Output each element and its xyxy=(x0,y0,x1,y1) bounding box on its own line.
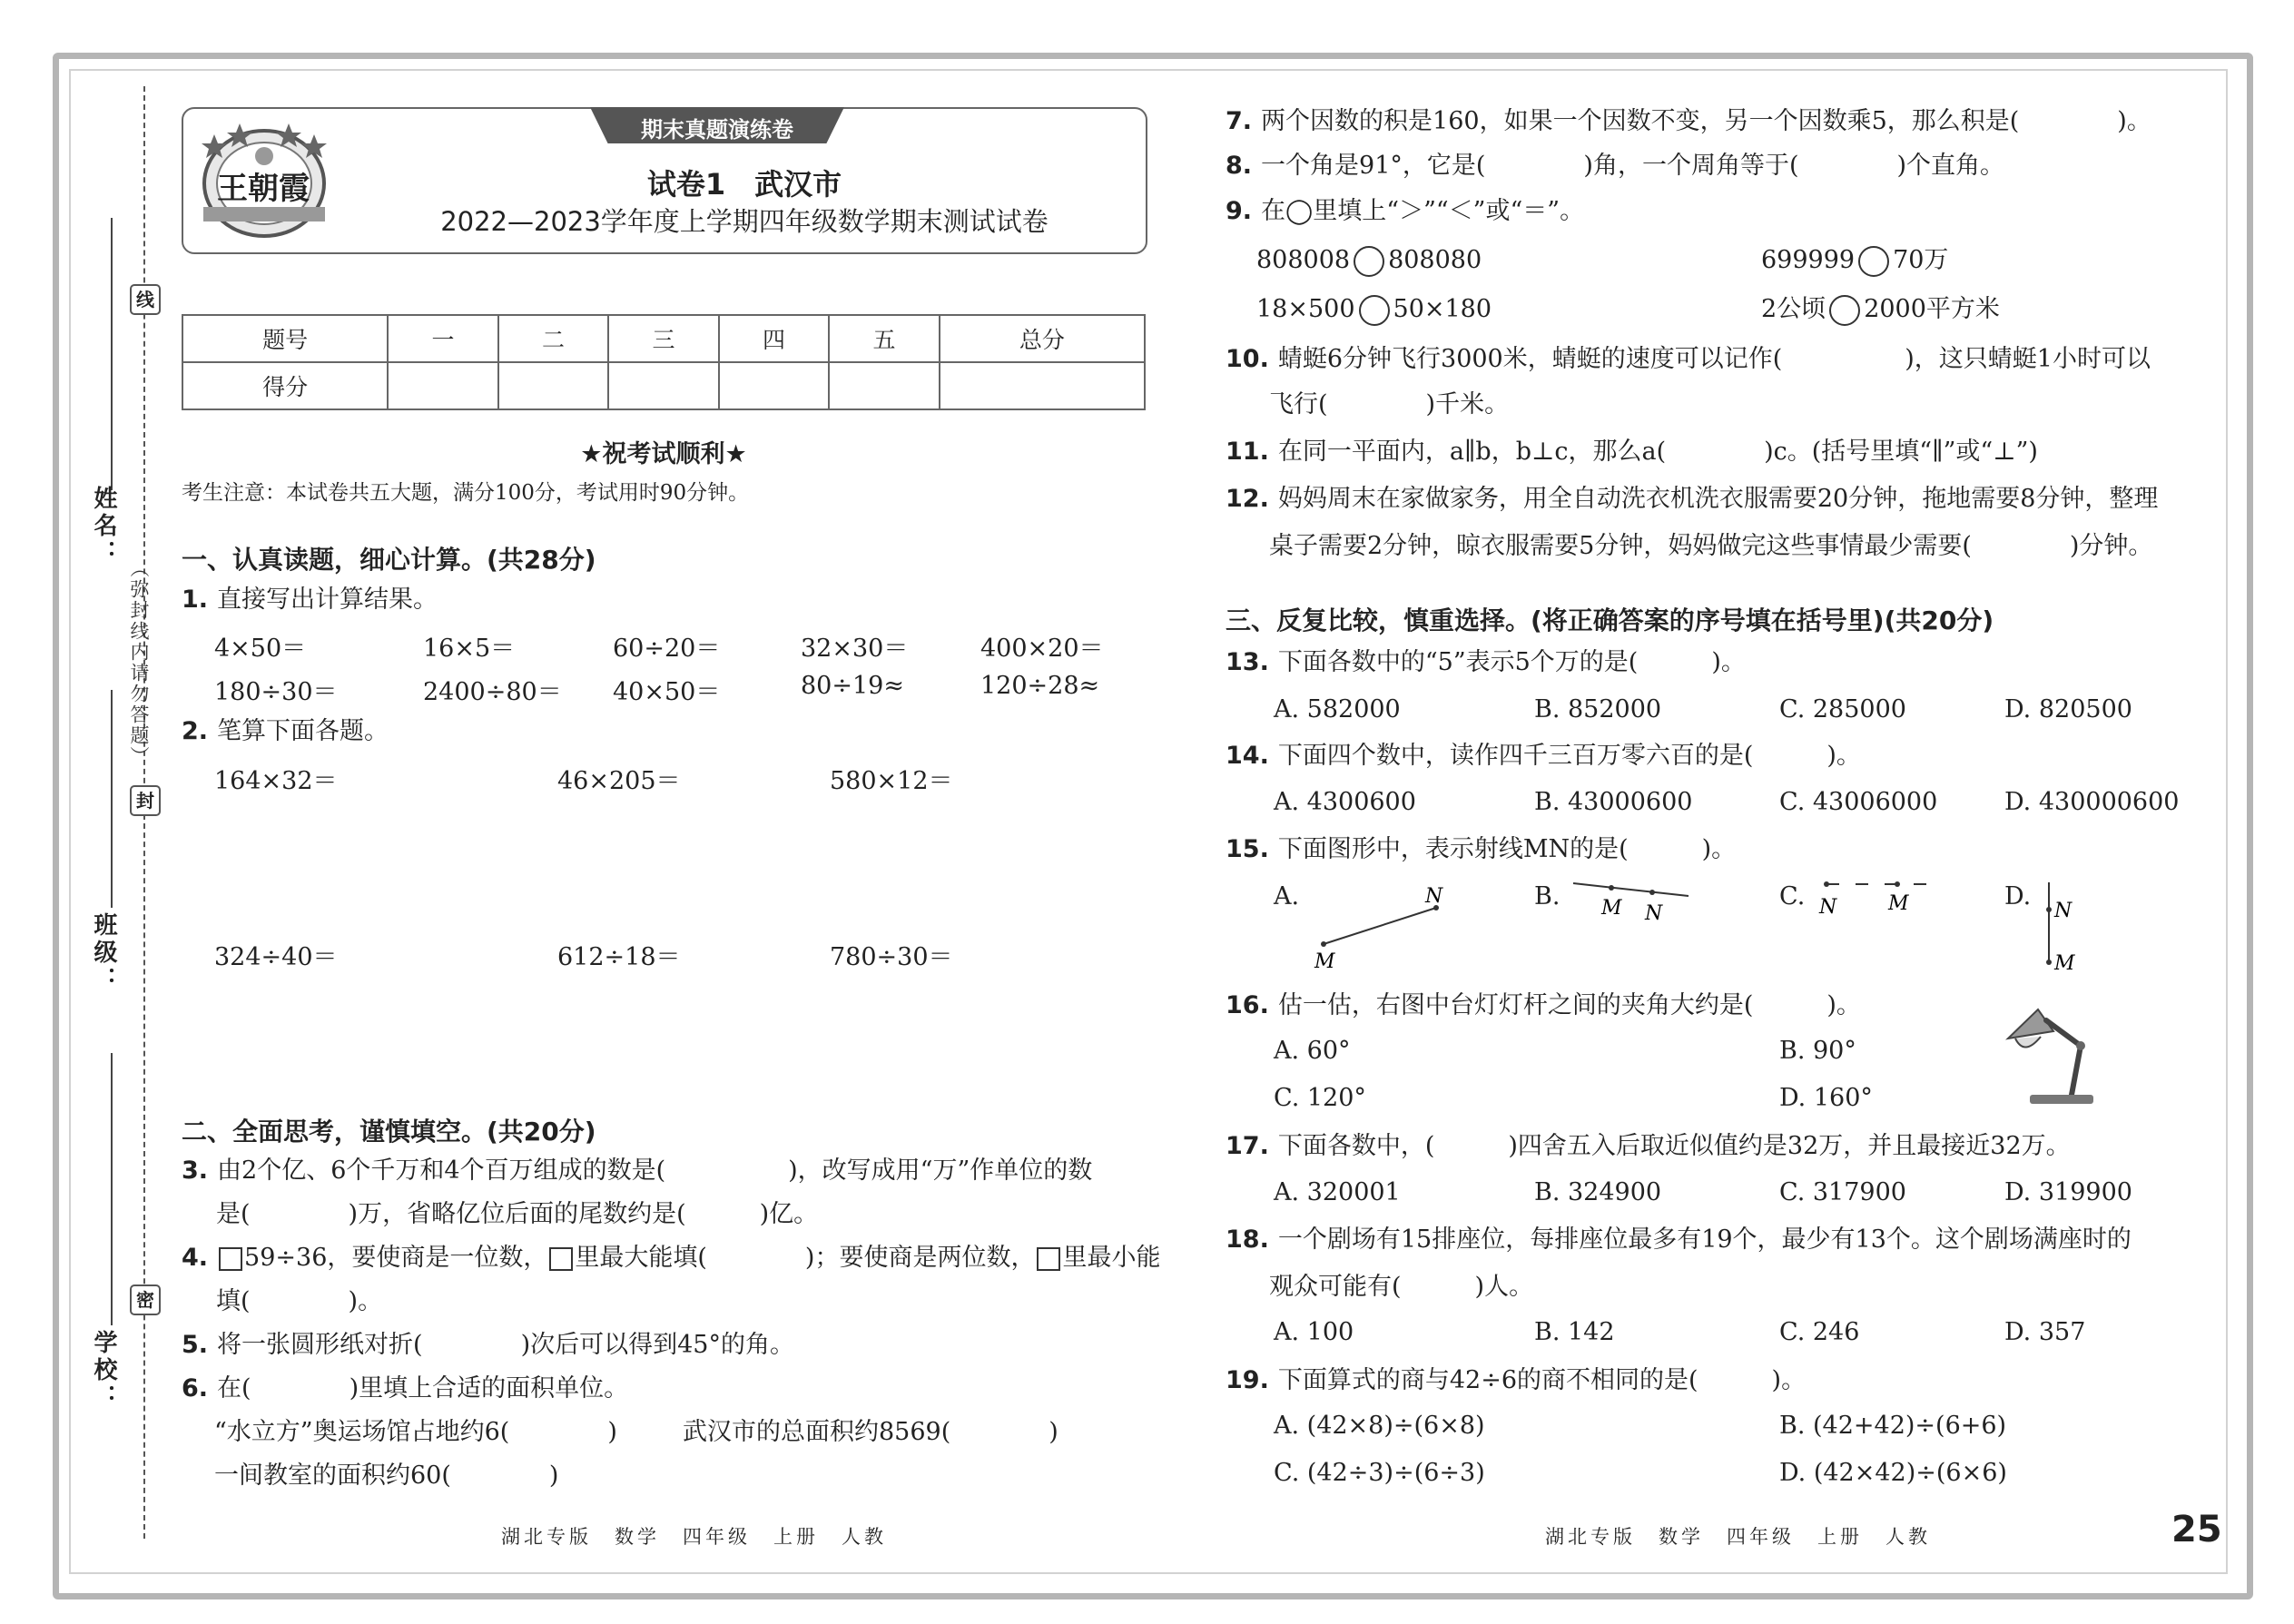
score-cell[interactable] xyxy=(829,362,940,409)
option[interactable]: C. (42÷3)÷(6÷3) xyxy=(1274,1459,1485,1487)
q2 xyxy=(182,715,389,748)
q5-num: 5. xyxy=(182,1331,209,1359)
compare-circle-input[interactable] xyxy=(1858,246,1889,277)
q1-item: 80÷19≈ xyxy=(801,672,904,700)
q10-num: 10. xyxy=(1226,345,1269,373)
q13 xyxy=(1226,646,1746,679)
score-table xyxy=(182,314,1146,410)
point-n: N xyxy=(1425,885,1443,908)
q4-line1c: 里最小能 xyxy=(1062,1244,1161,1272)
q9-c-right: 50×180 xyxy=(1393,295,1492,323)
score-cell[interactable] xyxy=(608,362,719,409)
q14-num: 14. xyxy=(1226,742,1269,770)
q8-num: 8. xyxy=(1226,152,1253,180)
score-header-cell: 四 xyxy=(719,315,830,362)
option[interactable]: B. 90° xyxy=(1779,1037,1856,1065)
q11-num: 11. xyxy=(1226,438,1269,466)
option[interactable]: B. 852000 xyxy=(1534,695,1662,723)
q1-item: 2400÷80＝ xyxy=(423,678,562,706)
q10-line2: 飞行( )千米。 xyxy=(1269,390,1510,418)
q2-num: 2. xyxy=(182,717,209,745)
q2-item: 780÷30＝ xyxy=(830,943,953,971)
q15-num: 15. xyxy=(1226,835,1269,863)
name-line xyxy=(111,218,113,490)
score-header-cell: 一 xyxy=(388,315,498,362)
q6-item1: “水立方”奥运场馆占地约6( ) xyxy=(214,1418,617,1446)
blank-square-icon xyxy=(549,1247,573,1271)
score-header-cell: 三 xyxy=(608,315,719,362)
q11 xyxy=(1226,436,2038,468)
point-n: N xyxy=(1645,902,1663,925)
exam-title: 试卷1 武汉市 xyxy=(646,167,842,202)
point-n: N xyxy=(1819,896,1837,919)
option[interactable]: A. (42×8)÷(6×8) xyxy=(1274,1412,1485,1440)
q6-text: 在( )里填上合适的面积单位。 xyxy=(217,1374,629,1403)
option[interactable]: B. 142 xyxy=(1534,1318,1615,1346)
section1-title: 一、认真读题，细心计算。(共28分) xyxy=(182,545,596,575)
option[interactable]: C. 120° xyxy=(1274,1084,1366,1112)
q15-text: 下面图形中，表示射线MN的是( )。 xyxy=(1277,835,1737,863)
q15 xyxy=(1226,833,1736,866)
q3-line1: 由2个亿、6个千万和4个百万组成的数是( )，改写成用“万”作单位的数 xyxy=(217,1156,1093,1185)
page-number: 25 xyxy=(2171,1509,2222,1550)
q12-num: 12. xyxy=(1226,485,1269,513)
name-label: 姓名： xyxy=(90,486,117,567)
q7-text: 两个因数的积是160，如果一个因数不变，另一个因数乘5，那么积是( )。 xyxy=(1261,107,2151,135)
q1-item: 32×30＝ xyxy=(801,635,909,663)
q9-num: 9. xyxy=(1226,197,1253,225)
score-header-cell: 二 xyxy=(498,315,609,362)
option[interactable]: C. 246 xyxy=(1779,1318,1860,1346)
q9-c xyxy=(1256,293,1492,326)
q4-line2: 填( )。 xyxy=(216,1287,383,1315)
q19 xyxy=(1226,1364,1806,1397)
option[interactable]: C. 285000 xyxy=(1779,695,1906,723)
ray-figure-a-icon xyxy=(1307,881,1471,971)
compare-circle-input[interactable] xyxy=(1829,295,1860,326)
q9-a xyxy=(1256,244,1482,277)
q5 xyxy=(182,1329,794,1362)
ray-figure-c-icon xyxy=(1814,873,1950,928)
option[interactable]: A. 4300600 xyxy=(1274,788,1416,816)
q9-b-left: 699999 xyxy=(1761,246,1856,274)
q9-d-left: 2公顷 xyxy=(1761,295,1826,323)
footer-left: 湖北专版 数学 四年级 上册 人教 xyxy=(501,1526,887,1548)
footer-right: 湖北专版 数学 四年级 上册 人教 xyxy=(1545,1526,1931,1548)
compare-circle-input[interactable] xyxy=(1359,295,1390,326)
q1-item: 40×50＝ xyxy=(613,678,721,706)
q9-d-right: 2000平方米 xyxy=(1864,295,2000,323)
option[interactable]: D. xyxy=(2004,882,2032,910)
option[interactable]: C. 43006000 xyxy=(1779,788,1938,816)
q2-item: 164×32＝ xyxy=(214,767,338,795)
option[interactable]: A. 582000 xyxy=(1274,695,1401,723)
q9-b xyxy=(1761,244,1948,277)
q6 xyxy=(182,1373,628,1405)
section2-title: 二、全面思考，谨慎填空。(共20分) xyxy=(182,1117,596,1147)
option[interactable]: C. xyxy=(1779,882,1806,910)
q1-item: 16×5＝ xyxy=(423,635,516,663)
q17-num: 17. xyxy=(1226,1132,1269,1160)
q18 xyxy=(1226,1224,2132,1256)
ray-figure-b-icon xyxy=(1569,876,1705,930)
q2-text: 笔算下面各题。 xyxy=(217,717,389,745)
option[interactable]: A. 60° xyxy=(1274,1037,1351,1065)
binding-mark-bot: 密 xyxy=(130,1284,161,1315)
score-table-score-row xyxy=(182,362,1145,409)
q8-text: 一个角是91°，它是( )角，一个周角等于( )个直角。 xyxy=(1261,152,2005,180)
point-n: N xyxy=(2054,900,2072,922)
q10 xyxy=(1226,343,2151,376)
q7-num: 7. xyxy=(1226,107,1253,135)
q14-text: 下面四个数中，读作四千三百万零六百的是( )。 xyxy=(1277,742,1861,770)
notice: 考生注意：本试卷共五大题，满分100分，考试用时90分钟。 xyxy=(182,481,750,505)
section3-title: 三、反复比较，慎重选择。(将正确答案的序号填在括号里)(共20分) xyxy=(1226,605,1994,635)
score-cell[interactable] xyxy=(940,362,1145,409)
option[interactable]: C. 317900 xyxy=(1779,1178,1906,1206)
q13-num: 13. xyxy=(1226,648,1269,676)
option[interactable]: B. xyxy=(1534,882,1561,910)
binding-mark-top: 线 xyxy=(130,284,161,315)
q7 xyxy=(1226,105,2151,138)
q18-num: 18. xyxy=(1226,1225,1269,1254)
q1 xyxy=(182,584,438,616)
q1-item: 400×20＝ xyxy=(980,635,1104,663)
q1-item: 4×50＝ xyxy=(214,635,307,663)
compare-circle-input[interactable] xyxy=(1354,246,1384,277)
score-cell[interactable] xyxy=(498,362,609,409)
q6-num: 6. xyxy=(182,1374,209,1403)
wish-line: ★祝考试顺利★ xyxy=(580,440,747,468)
blank-square-icon xyxy=(219,1247,242,1271)
desk-lamp-icon xyxy=(1997,1000,2106,1109)
option[interactable]: D. 160° xyxy=(1779,1084,1873,1112)
binding-note: （弥封线内请勿答题） xyxy=(128,558,150,767)
q4 xyxy=(182,1242,1160,1275)
q13-text: 下面各数中的“5”表示5个万的是( )。 xyxy=(1277,648,1746,676)
point-m: M xyxy=(1601,897,1622,920)
point-m: M xyxy=(2054,952,2075,975)
point-m: M xyxy=(1314,950,1335,971)
score-cell[interactable] xyxy=(388,362,498,409)
q14 xyxy=(1226,740,1861,773)
option[interactable]: D. 319900 xyxy=(2004,1178,2132,1206)
q19-num: 19. xyxy=(1226,1366,1269,1394)
score-row-label: 得分 xyxy=(182,362,388,409)
option[interactable]: D. 430000600 xyxy=(2004,788,2180,816)
q6-item3: 一间教室的面积约60( ) xyxy=(214,1462,559,1490)
binding-mark-mid: 封 xyxy=(130,785,161,816)
score-cell[interactable] xyxy=(719,362,830,409)
score-header-cell: 题号 xyxy=(182,315,388,362)
q1-item: 120÷28≈ xyxy=(980,672,1100,700)
q9-c-left: 18×500 xyxy=(1256,295,1355,323)
q9-text: 在◯里填上“＞”“＜”或“＝”。 xyxy=(1261,197,1585,225)
q9-a-left: 808008 xyxy=(1256,246,1351,274)
option[interactable]: D. (42×42)÷(6×6) xyxy=(1779,1459,2007,1487)
score-header-cell: 总分 xyxy=(940,315,1145,362)
q19-text: 下面算式的商与42÷6的商不相同的是( )。 xyxy=(1277,1366,1807,1394)
score-table-header-row xyxy=(182,315,1145,362)
q2-item: 612÷18＝ xyxy=(557,943,681,971)
q2-item: 580×12＝ xyxy=(830,767,953,795)
q2-item: 46×205＝ xyxy=(557,767,681,795)
q9 xyxy=(1226,195,1584,228)
option[interactable]: D. 357 xyxy=(2004,1318,2086,1346)
q12-line2: 桌子需要2分钟，晾衣服需要5分钟，妈妈做完这些事情最少需要( )分钟。 xyxy=(1269,532,2153,560)
class-line xyxy=(111,690,113,908)
q12-line1: 妈妈周末在家做家务，用全自动洗衣机洗衣服需要20分钟，拖地需要8分钟，整理 xyxy=(1277,485,2159,513)
q11-text: 在同一平面内，a∥b，b⊥c，那么a( )c。(括号里填“∥”或“⊥”) xyxy=(1277,438,2038,466)
q9-d xyxy=(1761,293,2000,326)
header-tag: 期末真题演练卷 xyxy=(641,117,793,143)
ray-figure-d-icon xyxy=(2038,879,2092,979)
class-label: 班级： xyxy=(90,912,117,994)
school-label: 学校： xyxy=(90,1330,117,1412)
q16-text: 估一估，右图中台灯灯杆之间的夹角大约是( )。 xyxy=(1277,991,1861,1019)
q6-item2: 武汉市的总面积约8569( ) xyxy=(683,1418,1058,1446)
q4-line1a: 59÷36，要使商是一位数， xyxy=(244,1244,548,1272)
score-header-cell: 五 xyxy=(829,315,940,362)
q9-a-right: 808080 xyxy=(1388,246,1482,274)
option[interactable]: B. 43000600 xyxy=(1534,788,1693,816)
point-m: M xyxy=(1888,892,1909,915)
option[interactable]: A. 100 xyxy=(1274,1318,1354,1346)
q3-num: 3. xyxy=(182,1156,209,1185)
exam-subtitle: 2022—2023学年度上学期四年级数学期末测试试卷 xyxy=(440,206,1049,237)
option[interactable]: A. xyxy=(1274,882,1300,910)
q5-text: 将一张圆形纸对折( )次后可以得到45°的角。 xyxy=(217,1331,794,1359)
school-line xyxy=(111,1053,113,1325)
q4-line1b: 里最大能填( )；要使商是两位数， xyxy=(575,1244,1036,1272)
q1-num: 1. xyxy=(182,586,209,614)
option[interactable]: D. 820500 xyxy=(2004,695,2132,723)
logo-text: 王朝霞 xyxy=(217,171,310,207)
q18-line1: 一个剧场有15排座位，每排座位最多有19个，最少有13个。这个剧场满座时的 xyxy=(1277,1225,2132,1254)
q1-text: 直接写出计算结果。 xyxy=(217,586,438,614)
option[interactable]: A. 320001 xyxy=(1274,1178,1401,1206)
q1-item: 60÷20＝ xyxy=(613,635,721,663)
q17 xyxy=(1226,1130,2071,1163)
q2-item: 324÷40＝ xyxy=(214,943,338,971)
q4-num: 4. xyxy=(182,1244,209,1272)
q12 xyxy=(1226,483,2158,516)
q17-text: 下面各数中，( )四舍五入后取近似值约是32万，并且最接近32万。 xyxy=(1277,1132,2071,1160)
q8 xyxy=(1226,150,2004,182)
q1-item: 180÷30＝ xyxy=(214,678,338,706)
q18-line2: 观众可能有( )人。 xyxy=(1269,1273,1534,1301)
option[interactable]: B. 324900 xyxy=(1534,1178,1662,1206)
q3 xyxy=(182,1155,1092,1187)
q16-num: 16. xyxy=(1226,991,1269,1019)
q10-line1: 蜻蜓6分钟飞行3000米，蜻蜓的速度可以记作( )，这只蜻蜓1小时可以 xyxy=(1277,345,2151,373)
q16 xyxy=(1226,989,1861,1022)
q3-line2: 是( )万，省略亿位后面的尾数约是( )亿。 xyxy=(216,1200,819,1228)
option[interactable]: B. (42+42)÷(6+6) xyxy=(1779,1412,2007,1440)
blank-square-icon xyxy=(1037,1247,1060,1271)
q9-b-right: 70万 xyxy=(1893,246,1949,274)
